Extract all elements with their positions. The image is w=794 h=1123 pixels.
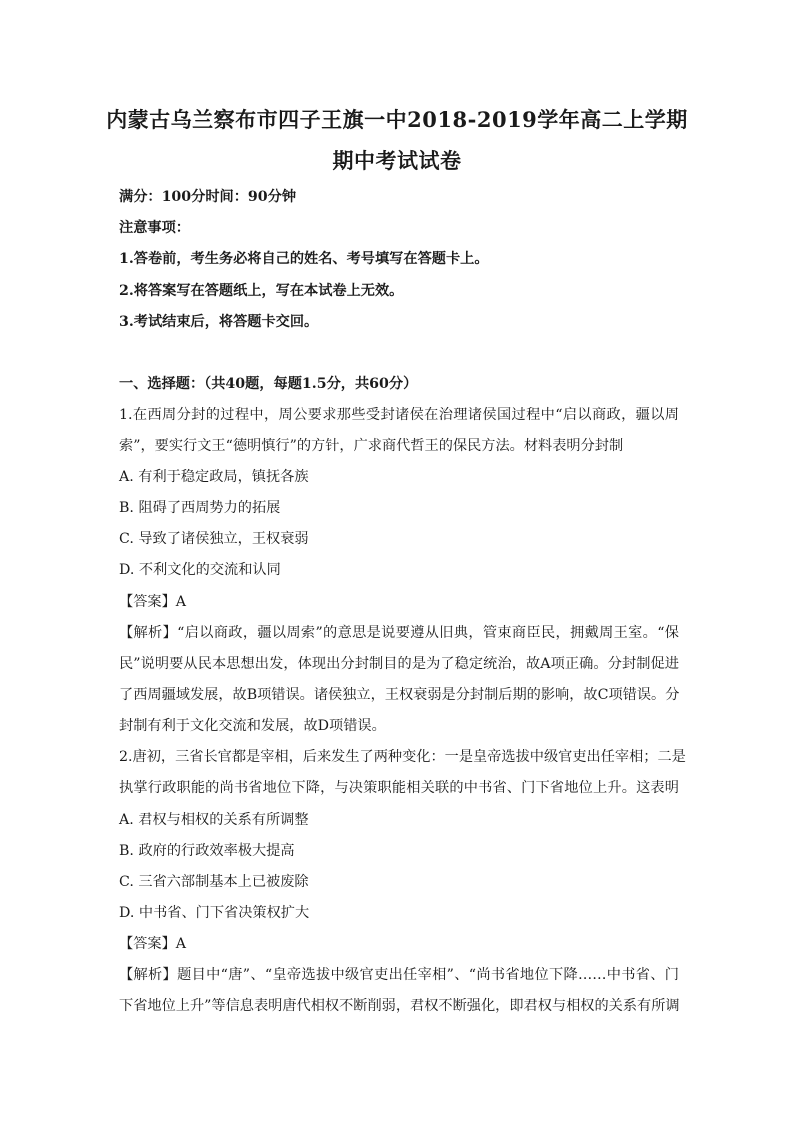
- question-1-analysis-line-1: 【解析】“启以商政，疆以周索”的意思是说要遵从旧典，管束商臣民，拥戴周王室。“保: [119, 625, 679, 641]
- section-heading: 一、选择题：（共40题，每题1.5分，共60分）: [119, 376, 418, 392]
- question-1-option-a: A. 有利于稳定政局，镇抚各族: [119, 469, 309, 485]
- question-1-analysis-line-3: 了西周疆域发展，故B项错误。诸侯独立，王权衰弱是分封制后期的影响，故C项错误。分: [119, 687, 680, 703]
- question-1-option-d: D. 不利文化的交流和认同: [119, 562, 281, 578]
- question-1-option-b: B. 阻碍了西周势力的拓展: [119, 500, 281, 516]
- question-2-analysis-line-1: 【解析】题目中“唐”、“皇帝选拔中级官吏出任宰相”、“尚书省地位下降……中书省、门: [119, 967, 679, 983]
- question-1-stem-line-2: 索”，要实行文王“德明慎行”的方针，广求商代哲王的保民方法。材料表明分封制: [119, 438, 624, 454]
- note-item-2: 2.将答案写在答题纸上，写在本试卷上无效。: [119, 283, 404, 299]
- note-item-3: 3.考试结束后，将答题卡交回。: [119, 314, 319, 330]
- question-1-option-c: C. 导致了诸侯独立，王权衰弱: [119, 531, 309, 547]
- note-item-1: 1.答卷前，考生务必将自己的姓名、考号填写在答题卡上。: [119, 251, 489, 267]
- exam-title-line-1: 内蒙古乌兰察布市四子王旗一中2018-2019学年高二上学期: [106, 107, 688, 132]
- question-2-option-b: B. 政府的行政效率极大提高: [119, 843, 295, 859]
- question-1-analysis-line-2: 民”说明要从民本思想出发，体现出分封制目的是为了稳定统治，故A项正确。分封制促进: [119, 656, 679, 672]
- score-time-info: 满分：100分时间：90分钟: [119, 189, 297, 205]
- question-2-analysis-line-2: 下省地位上升”等信息表明唐代相权不断削弱，君权不断强化，即君权与相权的关系有所调: [119, 998, 680, 1014]
- question-2-stem-line-2: 执掌行政职能的尚书省地位下降，与决策职能相关联的中书省、门下省地位上升。这表明: [119, 780, 679, 796]
- question-2-answer: 【答案】A: [119, 936, 186, 952]
- question-2-option-c: C. 三省六部制基本上已被废除: [119, 874, 309, 890]
- question-2-option-a: A. 君权与相权的关系有所调整: [119, 812, 309, 828]
- question-1-analysis-line-4: 封制有利于文化交流和发展，故D项错误。: [119, 718, 386, 734]
- question-2-stem-line-1: 2.唐初，三省长官都是宰相，后来发生了两种变化：一是皇帝选拔中级官吏出任宰相；二是: [119, 749, 686, 765]
- question-1-stem-line-1: 1.在西周分封的过程中，周公要求那些受封诸侯在治理诸侯国过程中“启以商政，疆以周: [119, 407, 679, 423]
- notes-heading: 注意事项：: [119, 220, 190, 236]
- question-2-option-d: D. 中书省、门下省决策权扩大: [119, 905, 310, 921]
- exam-title-line-2: 期中考试试卷: [332, 148, 462, 173]
- question-1-answer: 【答案】A: [119, 594, 186, 610]
